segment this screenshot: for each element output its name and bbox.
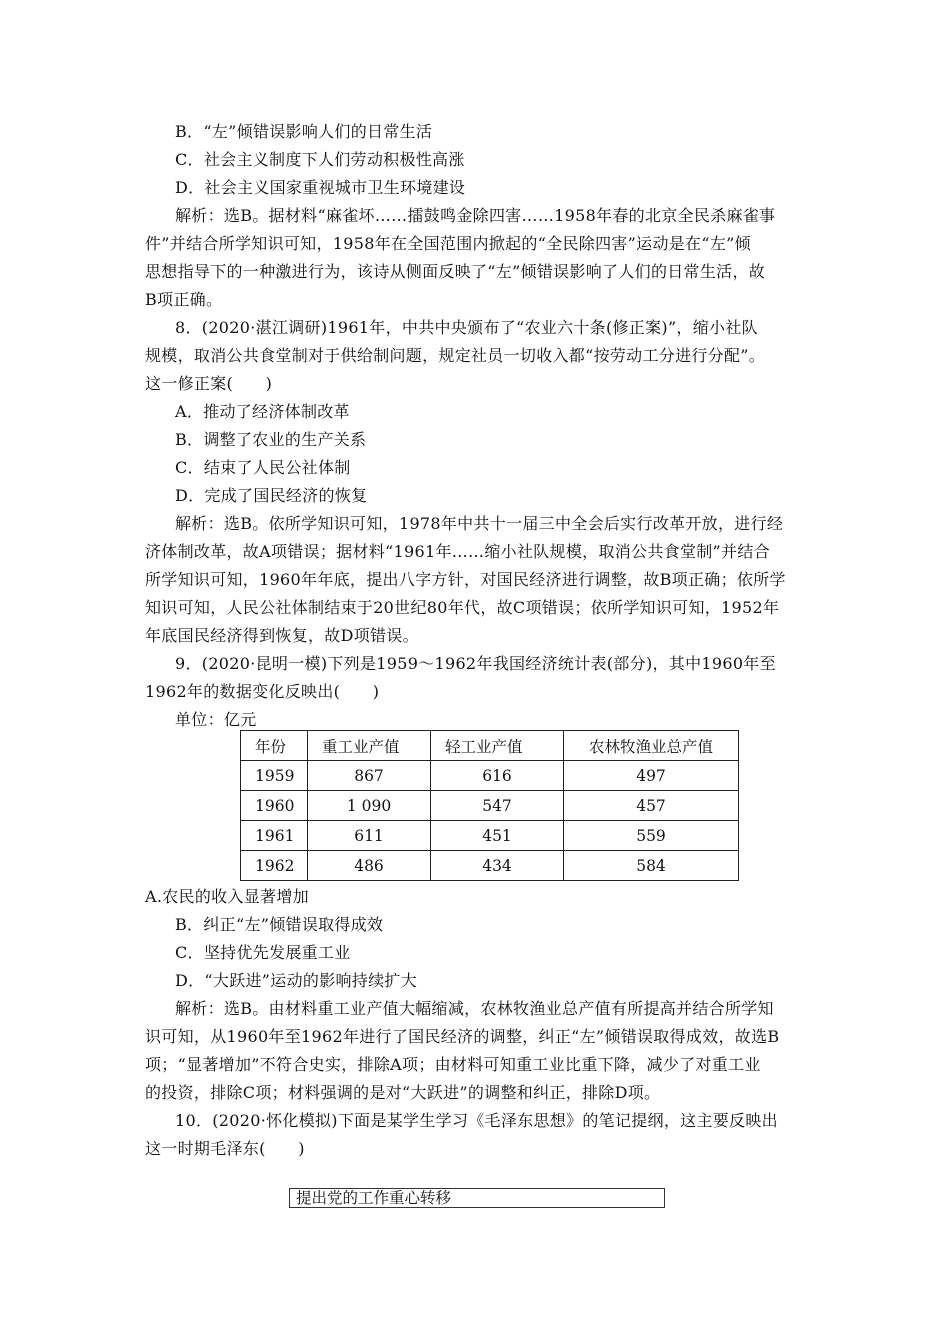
q9-analysis-line: 识可知，从1960年至1962年进行了国民经济的调整，纠正“左”倾错误取得成效，故选B [145, 1027, 780, 1046]
q8-stem-line: 8．(2020·湛江调研)1961年，中共中央颁布了“农业六十条(修正案)”，缩小社队 [175, 318, 758, 337]
q9-option-b: B．纠正“左”倾错误取得成效 [175, 915, 384, 934]
q9-analysis-line: 的投资，排除C项；材料强调的是对“大跃进”的调整和纠正，排除D项。 [145, 1083, 661, 1102]
table-cell: 1962 [241, 851, 308, 881]
q8-stem-line: 这一修正案( ) [145, 374, 273, 393]
q9-option-c: C．坚持优先发展重工业 [175, 943, 351, 962]
q9-option-d: D．“大跃进”运动的影响持续扩大 [175, 971, 417, 990]
q7-option-b: B．“左”倾错误影响人们的日常生活 [175, 122, 433, 141]
q8-option-b: B．调整了农业的生产关系 [175, 430, 367, 449]
table-cell: 1961 [241, 821, 308, 851]
note-outline-box: 提出党的工作重心转移 [289, 1188, 665, 1208]
q9-analysis-line: 项；“显著增加”不符合史实，排除A项；由材料可知重工业比重下降，减少了对重工业 [145, 1055, 761, 1074]
q9-stem-line: 9．(2020·昆明一模)下列是1959～1962年我国经济统计表(部分)，其中1960年至 [175, 654, 776, 673]
table-cell: 1 090 [308, 791, 431, 821]
table-row [241, 851, 739, 881]
table-cell: 434 [431, 851, 564, 881]
table-header: 轻工业产值 [431, 731, 564, 761]
economic-stats-table [240, 730, 739, 881]
table-row [241, 791, 739, 821]
table-header: 农林牧渔业总产值 [564, 731, 739, 761]
q9-unit-label: 单位：亿元 [175, 710, 257, 729]
q8-stem-line: 规模，取消公共食堂制对于供给制问题，规定社员一切收入都“按劳动工分进行分配”。 [145, 346, 766, 365]
q8-analysis-line: 知识可知，人民公社体制结束于20世纪80年代，故C项错误；依所学知识可知，1952年 [145, 598, 780, 617]
q7-analysis-line: B项正确。 [145, 290, 223, 309]
q9-analysis-line: 解析：选B。由材料重工业产值大幅缩减，农林牧渔业总产值有所提高并结合所学知 [175, 999, 774, 1018]
q8-option-c: C．结束了人民公社体制 [175, 458, 351, 477]
q9-option-a: A.农民的收入显著增加 [145, 887, 309, 906]
table-cell: 559 [564, 821, 739, 851]
table-cell: 616 [431, 761, 564, 791]
q9-stem-line: 1962年的数据变化反映出( ) [145, 682, 380, 701]
table-cell: 1959 [241, 761, 308, 791]
q7-option-d: D．社会主义国家重视城市卫生环境建设 [175, 178, 466, 197]
q8-analysis-line: 解析：选B。依所学知识可知，1978年中共十一届三中全会后实行改革开放，进行经 [175, 514, 784, 533]
q8-analysis-line: 所学知识可知，1960年年底，提出八字方针，对国民经济进行调整，故B项正确；依所学 [145, 570, 786, 589]
table-cell: 611 [308, 821, 431, 851]
q7-analysis-line: 思想指导下的一种激进行为，该诗从侧面反映了“左”倾错误影响了人们的日常生活，故 [145, 262, 766, 281]
q10-stem-line: 这一时期毛泽东( ) [145, 1139, 305, 1158]
q7-analysis-line: 件”并结合所学知识可知，1958年在全国范围内掀起的“全民除四害”运动是在“左”倾 [145, 234, 751, 253]
table-cell: 867 [308, 761, 431, 791]
table-cell: 547 [431, 791, 564, 821]
table-cell: 1960 [241, 791, 308, 821]
table-cell: 486 [308, 851, 431, 881]
q8-option-d: D．完成了国民经济的恢复 [175, 486, 368, 505]
table-cell: 497 [564, 761, 739, 791]
q8-analysis-line: 济体制改革，故A项错误；据材料“1961年……缩小社队规模，取消公共食堂制”并结合 [145, 542, 770, 561]
q8-option-a: A．推动了经济体制改革 [175, 402, 350, 421]
table-row [241, 761, 739, 791]
table-header: 年份 [241, 731, 308, 761]
q8-analysis-line: 年底国民经济得到恢复，故D项错误。 [145, 626, 419, 645]
table-cell: 451 [431, 821, 564, 851]
q10-stem-line: 10．(2020·怀化模拟)下面是某学生学习《毛泽东思想》的笔记提纲，这主要反映出 [175, 1111, 778, 1130]
q7-option-c: C．社会主义制度下人们劳动积极性高涨 [175, 150, 465, 169]
table-row [241, 821, 739, 851]
q7-analysis-line: 解析：选B。据材料“麻雀坏……擂鼓鸣金除四害……1958年春的北京全民杀麻雀事 [175, 206, 776, 225]
table-header: 重工业产值 [308, 731, 431, 761]
table-header-row [241, 731, 739, 761]
table-cell: 584 [564, 851, 739, 881]
table-cell: 457 [564, 791, 739, 821]
